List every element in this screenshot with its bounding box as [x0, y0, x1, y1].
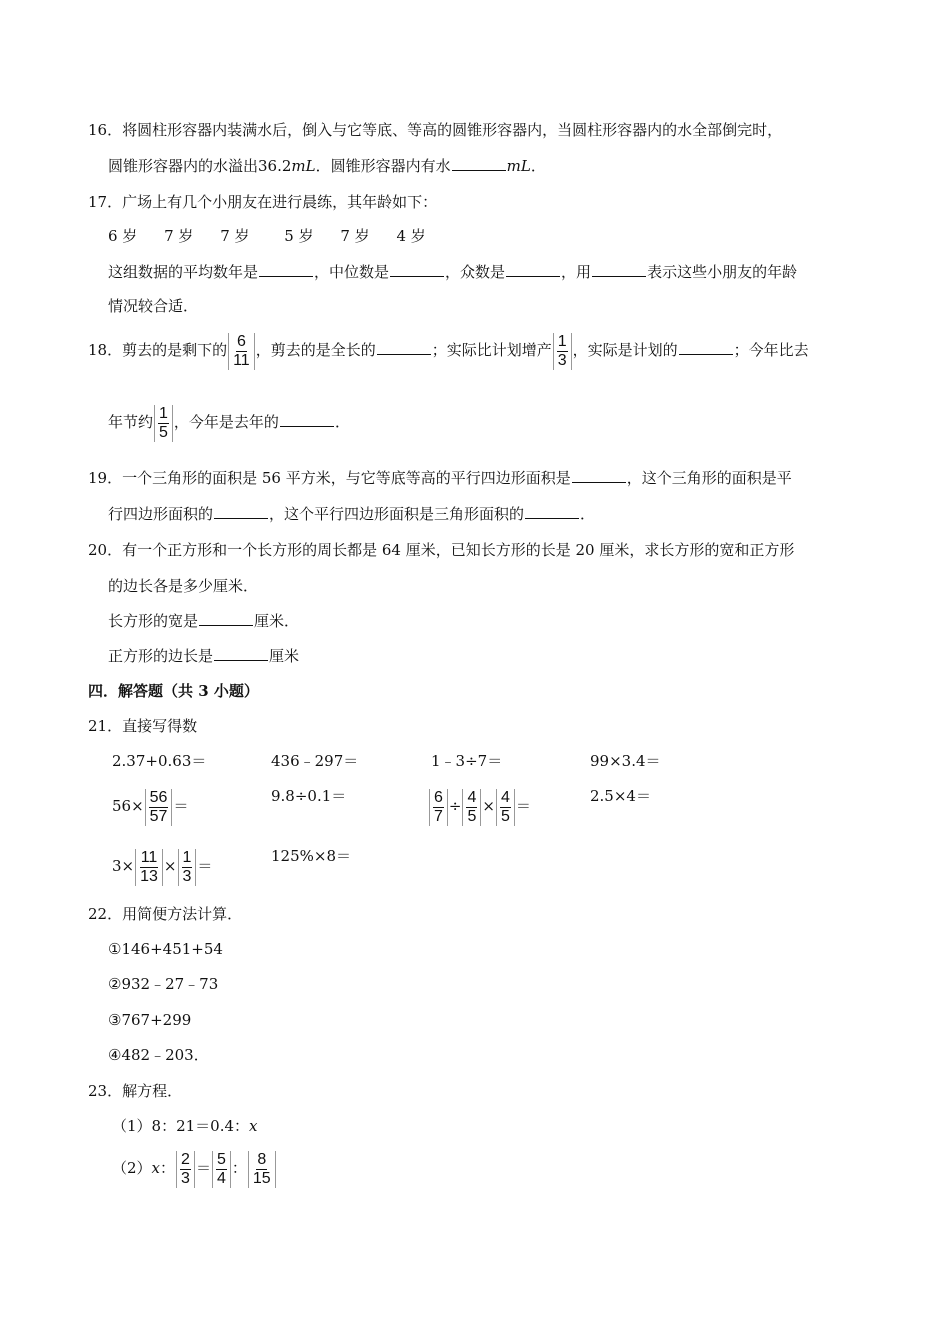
q19-blank-2[interactable] — [214, 504, 268, 519]
q18-blank-3[interactable] — [280, 412, 334, 427]
q19-blank-3[interactable] — [525, 504, 579, 519]
age-item: 7 岁 — [220, 227, 250, 245]
q22-item-1: ①146+451+54 — [108, 940, 223, 958]
q17-median-blank[interactable] — [390, 262, 444, 277]
q19-text-a: 19．一个三角形的面积是 56 平方米，与它等底等高的平行四边形面积是 — [88, 469, 571, 487]
q17-text-e: 表示这些小朋友的年龄 — [647, 263, 798, 281]
q23-part-1 — [112, 1116, 258, 1136]
q16-text-mid: ．圆锥形容器内有水 — [315, 157, 451, 175]
q23-p2-label: （2） — [112, 1159, 152, 1177]
q17-line1: 17．广场上有几个小朋友在进行晨练，其年龄如下： — [88, 193, 438, 211]
q19-text-e: ． — [580, 505, 596, 523]
q17-text-a: 这组数据的平均数年是 — [108, 263, 259, 281]
q16-answer-blank[interactable] — [452, 156, 506, 171]
q18-text-i: ． — [334, 413, 350, 431]
q23-p2-variable: x — [151, 1159, 161, 1177]
q21-r2c-fraction-2: $\frac{4}{5}$ — [462, 789, 481, 826]
section-heading: 四．解答题（共 3 小题） — [88, 682, 259, 700]
q19-text-c: 行四边形面积的 — [108, 505, 214, 523]
q23-title: 23．解方程． — [88, 1082, 183, 1100]
q18-text-b: ，剪去的是全长的 — [255, 341, 376, 359]
q18-text-a: 18．剪去的是剩下的 — [88, 341, 228, 359]
q18-line1 — [88, 330, 809, 370]
q23-part-2 — [112, 1148, 277, 1188]
q16-line2 — [108, 156, 546, 176]
q18-fraction-3: $\frac{1}{5}$ — [154, 405, 173, 442]
age-item: 6 岁 — [108, 227, 138, 245]
q17-text-c: ，众数是 — [445, 263, 506, 281]
q23-p2-fraction-1: $\frac{2}{3}$ — [176, 1151, 195, 1188]
q22-item-4: ④482﹣203． — [108, 1046, 209, 1064]
q21-r2-c4: 2.5×4＝ — [590, 787, 651, 805]
q19-line1 — [88, 468, 792, 488]
q17-line4: 情况较合适． — [108, 297, 199, 315]
age-item: 7 岁 — [164, 227, 194, 245]
age-item: 5 岁 — [284, 227, 314, 245]
q16-unit: mL — [291, 157, 316, 175]
q18-blank-2[interactable] — [679, 340, 733, 355]
q19-text-b: ，这个三角形的面积是平 — [626, 469, 792, 487]
q20-side-blank[interactable] — [214, 646, 268, 661]
q21-r2a-post: ＝ — [173, 797, 189, 815]
q23-p2-colon: ： — [160, 1159, 176, 1177]
q21-r3a-fraction-1: $\frac{11}{13}$ — [135, 849, 163, 886]
q19-line2 — [108, 504, 595, 524]
q23-p2-colon-2: ： — [231, 1159, 247, 1177]
q17-mode-blank[interactable] — [506, 262, 560, 277]
q19-blank-1[interactable] — [572, 468, 626, 483]
q21-r3-c2: 125%×8＝ — [271, 847, 351, 865]
q23-p2-fraction-2: $\frac{5}{4}$ — [212, 1151, 231, 1188]
q23-p1-text: （1）8：21＝0.4： — [112, 1117, 250, 1135]
q17-mean-blank[interactable] — [259, 262, 313, 277]
q23-p2-equals: ＝ — [195, 1159, 211, 1177]
q22-item-2: ②932﹣27﹣73 — [108, 975, 219, 993]
age-item: 7 岁 — [340, 227, 370, 245]
q21-r2-c3 — [428, 786, 531, 826]
q21-r1-c4: 99×3.4＝ — [590, 752, 661, 770]
q21-r3a-fraction-2: $\frac{1}{3}$ — [178, 849, 197, 886]
q21-title: 21．直接写得数 — [88, 717, 198, 735]
q16-number: 36.2 — [258, 157, 292, 175]
q17-use-blank[interactable] — [592, 262, 646, 277]
q21-r2c-op2: × — [482, 797, 495, 815]
q18-text-h: ，今年是去年的 — [173, 413, 279, 431]
q19-text-d: ，这个平行四边形面积是三角形面积的 — [269, 505, 525, 523]
q18-line2 — [108, 402, 350, 442]
q21-r1-c3: 1﹣3÷7＝ — [431, 752, 503, 770]
q21-r2c-op1: ÷ — [448, 797, 462, 815]
q17-text-b: ，中位数是 — [314, 263, 390, 281]
q20-line3 — [108, 611, 299, 631]
q18-text-e: ；今年比去 — [733, 341, 809, 359]
q22-item-3: ③767+299 — [108, 1011, 192, 1029]
q22-title: 22．用简便方法计算． — [88, 905, 243, 923]
q21-r2c-fraction-3: $\frac{4}{5}$ — [496, 789, 515, 826]
q20-width-label: 长方形的宽是 — [108, 612, 199, 630]
q20-line4 — [108, 646, 299, 666]
q21-r2c-post: ＝ — [515, 797, 531, 815]
q20-line1: 20．有一个正方形和一个长方形的周长都是 64 厘米，已知长方形的长是 20 厘米，求长方形的宽和正方形 — [88, 541, 795, 559]
q21-r3a-op: × — [163, 857, 177, 875]
q18-blank-1[interactable] — [377, 340, 431, 355]
q18-text-d: ，实际是计划的 — [572, 341, 678, 359]
age-item: 4 岁 — [396, 227, 426, 245]
q21-r3a-post: ＝ — [197, 857, 213, 875]
q16-line1: 16．将圆柱形容器内装满水后，倒入与它等底、等高的圆锥形容器内，当圆柱形容器内的水全部倒完时， — [88, 121, 783, 139]
q21-r2c-fraction-1: $\frac{6}{7}$ — [429, 789, 448, 826]
q20-width-blank[interactable] — [199, 611, 253, 626]
q21-r2-c1 — [112, 786, 188, 826]
q17-line3 — [108, 262, 797, 282]
q20-width-unit: 厘米． — [254, 612, 300, 630]
q21-r2a-fraction: $\frac{56}{57}$ — [145, 789, 173, 826]
q21-r3a-pre: 3× — [112, 857, 135, 875]
q16-unit-2: mL — [506, 157, 531, 175]
q20-side-unit: 厘米 — [269, 647, 300, 665]
q21-r1-c2: 436﹣297＝ — [271, 752, 359, 770]
q20-side-label: 正方形的边长是 — [108, 647, 214, 665]
q21-r2a-pre: 56× — [112, 797, 144, 815]
q17-text-d: ，用 — [561, 263, 592, 281]
q20-line2: 的边长各是多少厘米． — [108, 577, 259, 595]
q16-end: ． — [530, 157, 546, 175]
q18-fraction-1: $\frac{6}{11}$ — [228, 333, 255, 370]
q18-text-c: ；实际比计划增产 — [431, 341, 552, 359]
q21-r3-c1 — [112, 846, 212, 886]
q17-ages — [108, 226, 426, 246]
q18-text-g: 年节约 — [108, 413, 154, 431]
q16-text: 圆锥形容器内的水溢出 — [108, 157, 259, 175]
q18-fraction-2: $\frac{1}{3}$ — [553, 333, 572, 370]
q23-p1-variable: x — [249, 1117, 258, 1135]
q23-p2-fraction-3: $\frac{8}{15}$ — [248, 1151, 276, 1188]
q21-r2-c2: 9.8÷0.1＝ — [271, 787, 347, 805]
q21-r1-c1: 2.37+0.63＝ — [112, 752, 207, 770]
